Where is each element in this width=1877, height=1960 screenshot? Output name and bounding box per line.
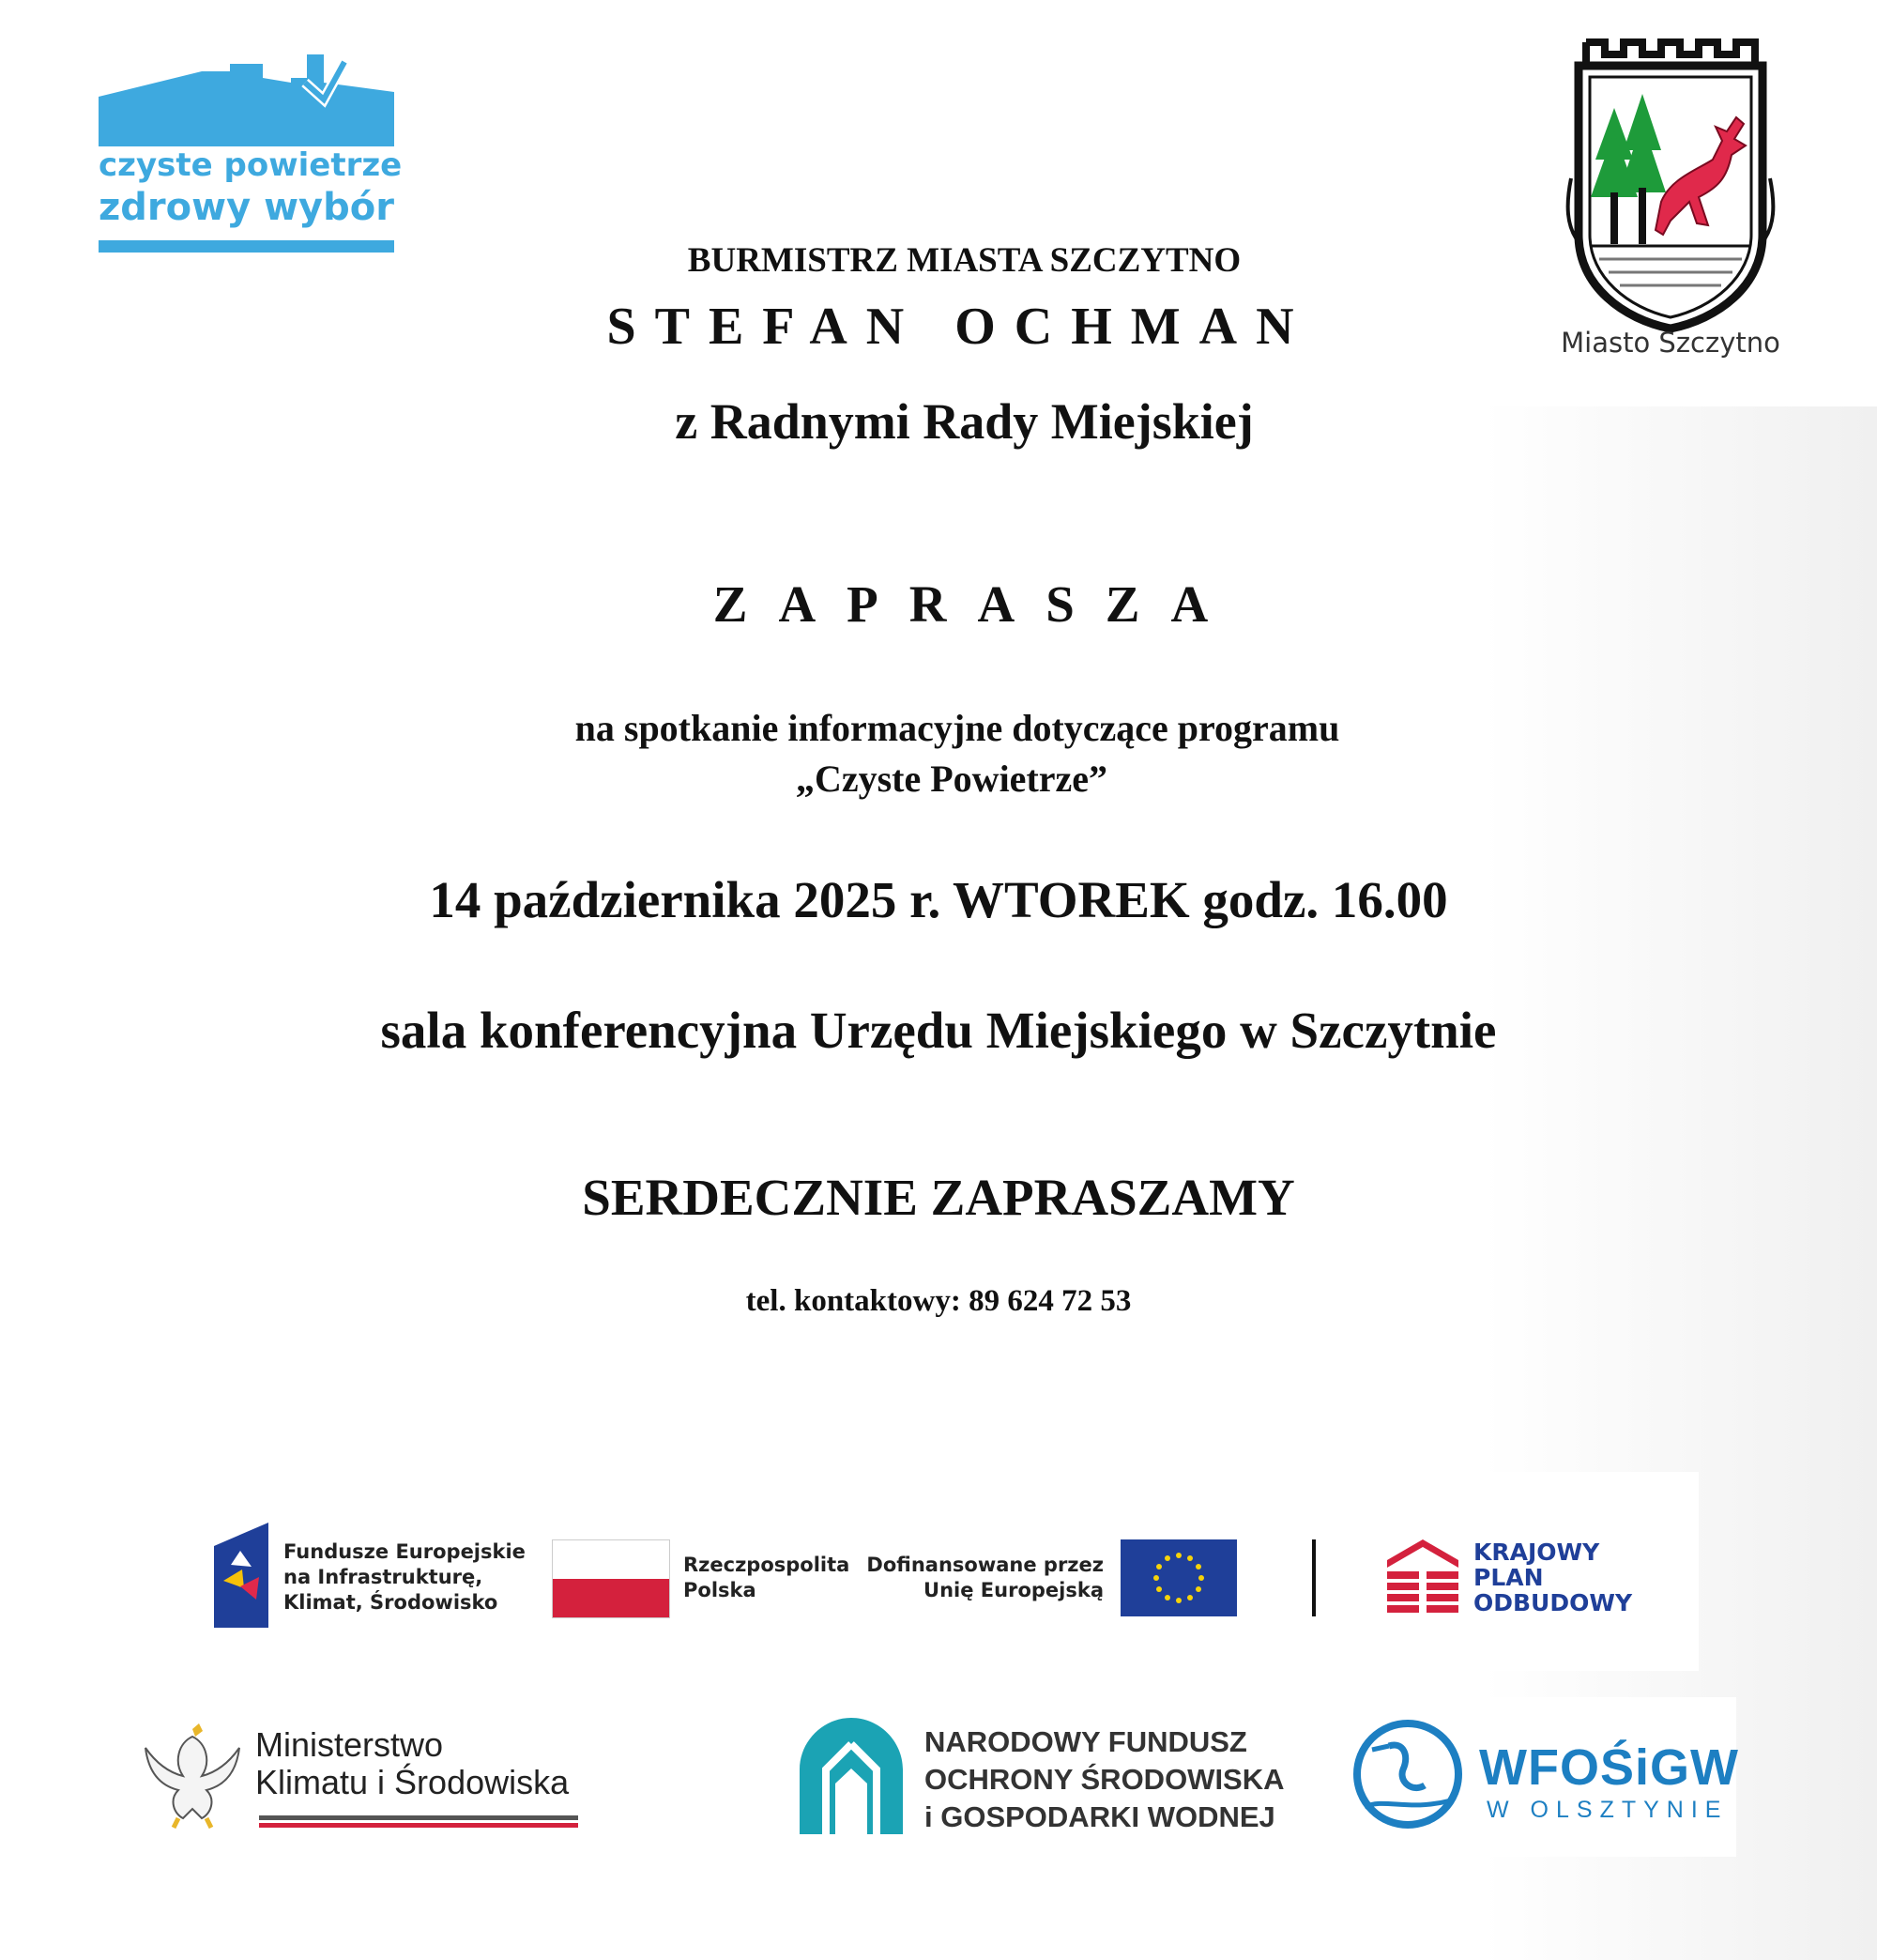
nfos-text-2: OCHRONY ŚRODOWISKA (924, 1763, 1285, 1796)
contact-phone: tel. kontaktowy: 89 624 72 53 (745, 1284, 1132, 1318)
polish-flag-icon (552, 1539, 670, 1618)
council-line: z Radnymi Rady Miejskiej (675, 393, 1254, 450)
separator-line (1312, 1539, 1316, 1616)
nfosigw-logo-icon (800, 1718, 903, 1834)
fundusze-europejskie-icon (214, 1523, 268, 1628)
mkis-line-red (259, 1823, 578, 1828)
fe-text-1: Fundusze Europejskie (283, 1540, 526, 1563)
nfos-text-1: NARODOWY FUNDUSZ (924, 1725, 1247, 1758)
invites-heading: ZAPRASZA (712, 575, 1240, 633)
kpo-text-1: KRAJOWY (1473, 1539, 1600, 1566)
kpo-text-2: PLAN (1473, 1564, 1544, 1591)
wfos-text-1: WFOŚiGW (1479, 1739, 1739, 1796)
nfos-text-3: i GOSPODARKI WODNEJ (924, 1800, 1275, 1833)
date-time: 14 października 2025 r. WTOREK godz. 16.00 (429, 871, 1448, 928)
closing-line: SERDECZNIE ZAPRASZAMY (582, 1169, 1295, 1226)
eu-text-2: Unię Europejską (923, 1579, 1104, 1601)
czyste-powietrze-logo (99, 54, 403, 256)
mkis-line-grey (259, 1815, 578, 1820)
purpose-line-1: na spotkanie informacyjne dotyczące programu (574, 707, 1340, 749)
eu-flag-icon (1121, 1539, 1237, 1616)
white-eagle-icon (141, 1720, 244, 1832)
czyste-powietrze-text: czyste powietrze (99, 146, 403, 184)
fe-text-2: na Infrastrukturę, (283, 1566, 483, 1588)
kpo-text-3: ODBUDOWY (1473, 1589, 1633, 1616)
eu-text-1: Dofinansowane przez (866, 1554, 1104, 1576)
venue: sala konferencyjna Urzędu Miejskiego w Szczytnie (380, 1002, 1497, 1059)
mkis-text-2: Klimatu i Środowiska (255, 1763, 570, 1801)
fe-text-3: Klimat, Środowisko (283, 1591, 498, 1614)
house-roof-icon (99, 54, 394, 158)
rp-text-1: Rzeczpospolita (683, 1554, 850, 1576)
crest-caption: Miasto Szczytno (1561, 327, 1780, 359)
mkis-text-1: Ministerstwo (255, 1725, 444, 1764)
issuer-title: BURMISTRZ MIASTA SZCZYTNO (687, 241, 1242, 280)
szczytno-coat-of-arms-icon (1558, 38, 1783, 338)
zdrowy-wybor-text: zdrowy wybór (99, 186, 394, 229)
purpose-line-2: „Czyste Powietrze” (795, 758, 1108, 800)
wfos-text-2: W OLSZTYNIE (1487, 1797, 1729, 1823)
heron-icon (1351, 1718, 1464, 1830)
rp-text-2: Polska (683, 1579, 756, 1601)
kpo-logo-icon (1387, 1539, 1458, 1616)
issuer-name: STEFAN OCHMAN (606, 298, 1313, 356)
